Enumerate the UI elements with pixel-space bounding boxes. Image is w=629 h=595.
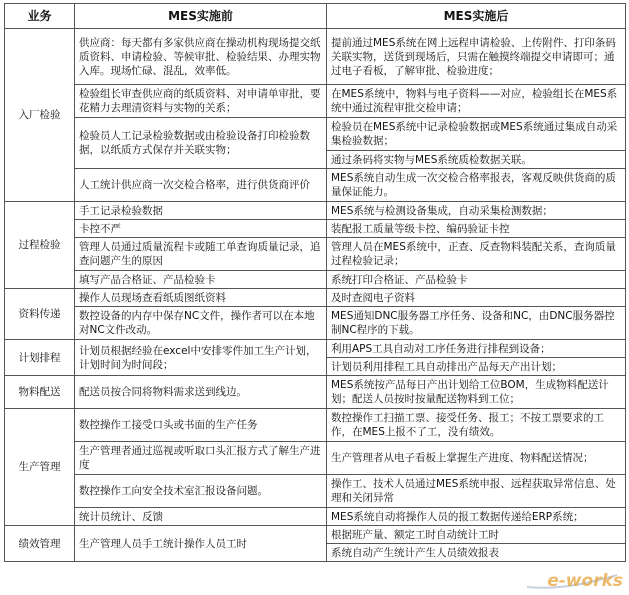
business-cell: 生产管理 [5, 409, 75, 526]
business-cell: 过程检验 [5, 202, 75, 289]
after-cell: MES系统按产品每日产出计划给工位BOM，生成物料配送计划；配送人员按时按量配送物料到工位； [327, 376, 626, 409]
before-cell: 统计员统计、反馈 [75, 508, 327, 526]
mes-comparison-table [4, 3, 626, 562]
before-cell: 数控操作工接受口头或书面的生产任务 [75, 409, 327, 442]
business-cell: 绩效管理 [5, 526, 75, 562]
after-cell: 在MES系统中，物料与电子资料——对应，检验组长在MES系统中通过流程审批交检申请； [327, 85, 626, 118]
table-row [5, 376, 626, 409]
header-before-mes: MES实施前 [75, 4, 327, 29]
table-row [5, 442, 626, 475]
before-cell: 检验组长审查供应商的纸质资料、对申请单审批，要花精力去理清资料与实物的关系； [75, 85, 327, 118]
after-cell: 利用APS工具自动对工序任务进行排程到设备； [327, 340, 626, 358]
after-cell: 管理人员在MES系统中，正查、反查物料装配关系，查询质量过程检验记录； [327, 238, 626, 271]
before-cell: 配送员按合同将物料需求送到线边。 [75, 376, 327, 409]
after-cell: MES系统与检测设备集成，自动采集检测数据； [327, 202, 626, 220]
table-row [5, 118, 626, 151]
table-row [5, 169, 626, 202]
after-cell: 生产管理者从电子看板上掌握生产进度、物料配送情况； [327, 442, 626, 475]
before-cell: 填写产品合格证、产品检验卡 [75, 271, 327, 289]
after-cell: 及时查阅电子资料 [327, 289, 626, 307]
header-business: 业务 [5, 4, 75, 29]
after-cell: 系统打印合格证、产品检验卡 [327, 271, 626, 289]
before-cell: 生产管理人员手工统计操作人员工时 [75, 526, 327, 562]
after-cell: 数控操作工扫描工票、接受任务、报工；不按工票要求的工作，在MES上报不了工，没有绩效。 [327, 409, 626, 442]
table-header-row [5, 4, 626, 29]
header-after-mes: MES实施后 [327, 4, 626, 29]
before-cell: 人工统计供应商一次交检合格率，进行供货商评价 [75, 169, 327, 202]
table-row [5, 409, 626, 442]
after-cell: MES通知DNC服务器工序任务、设备和NC，由DNC服务器控制NC程序的下载。 [327, 307, 626, 340]
before-cell: 数控操作工向安全技术室汇报设备问题。 [75, 475, 327, 508]
before-cell: 管理人员通过质量流程卡或随工单查询质量记录，追查问题产生的原因 [75, 238, 327, 271]
table-row [5, 508, 626, 526]
after-cell: MES系统自动生成一次交检合格率报表，客观反映供货商的质量保证能力。 [327, 169, 626, 202]
table-row [5, 238, 626, 271]
table-row [5, 202, 626, 220]
after-cell: 检验员在MES系统中记录检验数据或MES系统通过集成自动采集检验数据； [327, 118, 626, 151]
table-row [5, 271, 626, 289]
business-cell: 计划排程 [5, 340, 75, 376]
table-row [5, 289, 626, 307]
before-cell: 检验员人工记录检验数据或由检验设备打印检验数据，以纸质方式保存并关联实物； [75, 118, 327, 169]
table-row [5, 475, 626, 508]
before-cell: 生产管理者通过巡视或听取口头汇报方式了解生产进度 [75, 442, 327, 475]
business-cell: 资料传递 [5, 289, 75, 340]
after-cell: 装配报工质量等级卡控、编码验证卡控 [327, 220, 626, 238]
before-cell: 数控设备的内存中保存NC文件，操作者可以在本地对NC文件改动。 [75, 307, 327, 340]
watermark-logo: e-works [547, 571, 623, 591]
table-row [5, 526, 626, 544]
table-row [5, 340, 626, 358]
table-row [5, 307, 626, 340]
table-row [5, 85, 626, 118]
after-cell: 根据班产量、额定工时自动统计工时 [327, 526, 626, 544]
after-cell: 计划员利用排程工具自动排出产品每天产出计划； [327, 358, 626, 376]
after-cell: 系统自动产生统计产生人员绩效报表 [327, 544, 626, 562]
before-cell: 卡控不严 [75, 220, 327, 238]
after-cell: 通过条码将实物与MES系统质检数据关联。 [327, 151, 626, 169]
before-cell: 手工记录检验数据 [75, 202, 327, 220]
business-cell: 入厂检验 [5, 29, 75, 202]
after-cell: 操作工、技术人员通过MES系统申报、远程获取异常信息、处理和关闭异常 [327, 475, 626, 508]
before-cell: 操作人员现场查看纸质图纸资料 [75, 289, 327, 307]
table-row [5, 220, 626, 238]
after-cell: MES系统自动将操作人员的报工数据传递给ERP系统； [327, 508, 626, 526]
after-cell: 提前通过MES系统在网上远程申请检验、上传附件、打印条码关联实物，送货到现场后，只需在触摸终端提交申请即可；通过电子看板，了解审批、检验进度； [327, 29, 626, 85]
business-cell: 物料配送 [5, 376, 75, 409]
before-cell: 供应商：每天都有多家供应商在操动机构现场提交纸质资料、申请检验、等候审批、检验结果、办理实物入库。现场忙碌、混乱，效率低。 [75, 29, 327, 85]
before-cell: 计划员根据经验在excel中安排零件加工生产计划，计划时间为时间段； [75, 340, 327, 376]
table-row [5, 29, 626, 85]
